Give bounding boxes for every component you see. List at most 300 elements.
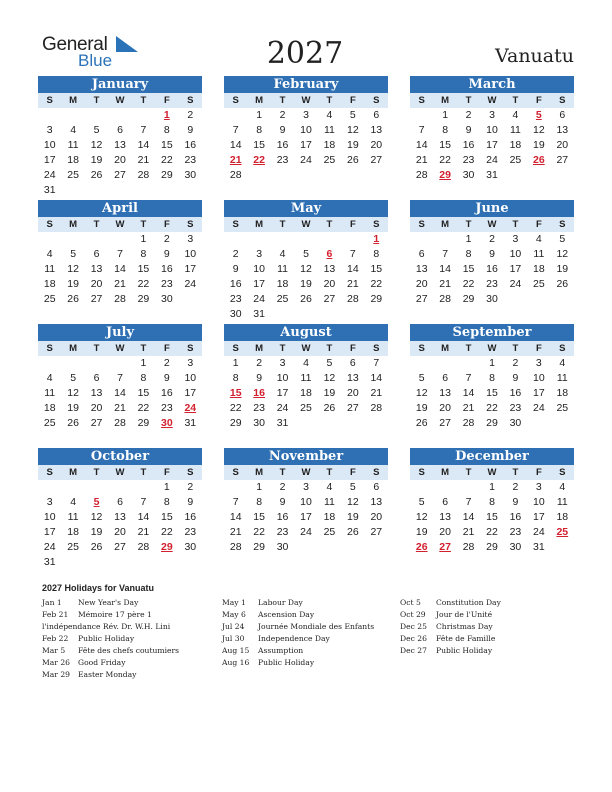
- day-cell: 3: [512, 233, 519, 245]
- day-cell: 1: [256, 481, 263, 493]
- day-cell: 12: [90, 139, 103, 151]
- day-cell: 1: [465, 233, 472, 245]
- day-cell: 25: [67, 169, 79, 181]
- day-cell: 4: [70, 496, 77, 508]
- weekday-label: W: [115, 343, 125, 354]
- weekday-label: T: [93, 467, 100, 478]
- day-cell: 26: [347, 526, 359, 538]
- day-cell: 11: [277, 263, 289, 275]
- holiday-name: Fête des chefs coutumiers: [78, 646, 180, 655]
- day-cell: 9: [163, 372, 170, 384]
- day-cell: 9: [512, 496, 519, 508]
- day-cell: 18: [556, 387, 569, 399]
- day-cell: 29: [462, 293, 475, 305]
- weekday-label: M: [441, 95, 450, 106]
- day-cell: 31: [276, 417, 289, 429]
- day-cell: 13: [439, 387, 451, 399]
- month-september: [410, 324, 574, 431]
- weekday-label: M: [69, 467, 78, 478]
- day-cell: 5: [559, 233, 566, 245]
- empty-cell: [61, 232, 84, 247]
- day-cell: 9: [163, 248, 170, 260]
- day-cell: 28: [462, 541, 475, 553]
- day-cell: 22: [161, 154, 173, 166]
- day-cell: 7: [465, 496, 472, 508]
- day-cell: 10: [43, 139, 56, 151]
- day-cell: 13: [347, 372, 359, 384]
- month-header: September: [410, 324, 574, 341]
- weekday-label: W: [301, 95, 311, 106]
- country-name: Vanuatu: [495, 45, 574, 67]
- day-cell: 3: [303, 481, 309, 493]
- day-cell: 20: [439, 526, 451, 538]
- day-cell: 3: [535, 481, 542, 493]
- day-cell: 17: [509, 263, 522, 275]
- weekday-label: M: [69, 95, 78, 106]
- day-cell: 8: [442, 124, 449, 136]
- day-cell: 8: [489, 496, 495, 508]
- weekday-label: W: [487, 219, 497, 230]
- holiday-date: Mar 26: [42, 658, 71, 667]
- weekday-label: T: [140, 467, 147, 478]
- day-cell: 11: [323, 496, 335, 508]
- empty-cell: [108, 356, 131, 371]
- day-cell: 16: [184, 139, 197, 151]
- empty-cell: [108, 480, 131, 495]
- day-cell: 11: [44, 263, 56, 275]
- day-cell: 7: [373, 357, 380, 369]
- weekday-label: F: [535, 95, 542, 106]
- day-cell: 21: [439, 278, 451, 290]
- day-cell: 13: [323, 263, 336, 275]
- day-grid: [410, 108, 574, 183]
- weekday-row: [224, 93, 388, 108]
- day-cell: 19: [67, 402, 79, 414]
- day-cell: 7: [140, 496, 147, 508]
- holiday-entry: [400, 634, 575, 646]
- holiday-day-cell: 5: [93, 496, 100, 508]
- day-cell: 12: [67, 387, 79, 399]
- day-cell: 31: [184, 417, 197, 429]
- day-cell: 30: [276, 541, 289, 553]
- day-cell: 23: [253, 402, 265, 414]
- day-cell: 17: [43, 154, 56, 166]
- day-cell: 10: [509, 248, 522, 260]
- holiday-date: Jul 30: [222, 634, 245, 643]
- month-header: April: [38, 200, 202, 217]
- weekday-label: S: [232, 219, 239, 230]
- day-cell: 29: [486, 417, 498, 429]
- day-cell: 28: [229, 169, 242, 181]
- day-cell: 19: [533, 139, 545, 151]
- weekday-row: [410, 465, 574, 480]
- day-cell: 14: [229, 139, 242, 151]
- day-cell: 8: [140, 372, 147, 384]
- day-cell: 2: [512, 481, 519, 493]
- day-cell: 24: [533, 402, 545, 414]
- holiday-entry: [400, 598, 575, 610]
- day-cell: 19: [67, 278, 79, 290]
- empty-cell: [85, 232, 108, 247]
- month-header: February: [224, 76, 388, 93]
- day-cell: 22: [137, 278, 150, 290]
- day-cell: 30: [184, 541, 197, 553]
- day-cell: 16: [509, 387, 522, 399]
- day-cell: 25: [323, 526, 336, 538]
- day-cell: 13: [90, 387, 103, 399]
- holiday-date: May 6: [222, 610, 246, 619]
- day-cell: 30: [184, 169, 197, 181]
- day-cell: 27: [90, 417, 103, 429]
- weekday-row: [410, 341, 574, 356]
- day-cell: 6: [373, 109, 380, 121]
- day-cell: 28: [137, 169, 150, 181]
- holiday-name: Public Holiday: [436, 646, 493, 655]
- holiday-date: Jan 1: [42, 598, 62, 607]
- day-cell: 21: [347, 278, 359, 290]
- day-cell: 12: [415, 387, 428, 399]
- holiday-entry: [42, 598, 217, 610]
- holiday-name: Fête de Famille: [436, 634, 496, 643]
- day-cell: 28: [137, 541, 150, 553]
- day-cell: 7: [117, 248, 123, 260]
- day-cell: 17: [300, 511, 312, 523]
- day-cell: 16: [462, 139, 475, 151]
- weekday-label: M: [255, 95, 264, 106]
- day-cell: 14: [114, 387, 126, 399]
- day-cell: 15: [486, 387, 498, 399]
- day-cell: 21: [137, 526, 150, 538]
- weekday-label: S: [418, 95, 425, 106]
- empty-cell: [61, 108, 84, 123]
- day-cell: 23: [509, 402, 522, 414]
- day-cell: 21: [415, 154, 428, 166]
- day-cell: 25: [533, 278, 545, 290]
- day-cell: 9: [232, 263, 239, 275]
- weekday-label: W: [301, 343, 311, 354]
- empty-cell: [108, 232, 131, 247]
- day-cell: 29: [161, 169, 173, 181]
- day-cell: 4: [559, 481, 566, 493]
- day-cell: 9: [187, 496, 194, 508]
- weekday-label: S: [373, 219, 380, 230]
- day-cell: 29: [137, 417, 150, 429]
- day-cell: 2: [256, 357, 263, 369]
- day-cell: 23: [184, 154, 197, 166]
- weekday-label: S: [373, 343, 380, 354]
- day-cell: 12: [533, 124, 545, 136]
- day-cell: 16: [486, 263, 498, 275]
- holiday-day-cell: 15: [229, 387, 242, 399]
- day-cell: 3: [256, 248, 263, 260]
- holiday-date: Oct 5: [400, 598, 421, 607]
- day-cell: 9: [512, 372, 519, 384]
- day-cell: 15: [161, 511, 173, 523]
- day-cell: 19: [300, 278, 312, 290]
- day-cell: 8: [163, 496, 170, 508]
- day-cell: 7: [232, 124, 239, 136]
- day-cell: 29: [137, 293, 150, 305]
- day-cell: 27: [556, 154, 569, 166]
- day-cell: 8: [232, 372, 239, 384]
- day-cell: 2: [232, 248, 239, 260]
- day-cell: 4: [326, 109, 333, 121]
- day-cell: 2: [279, 481, 286, 493]
- day-cell: 1: [163, 481, 170, 493]
- day-cell: 5: [70, 248, 77, 260]
- day-cell: 10: [486, 124, 498, 136]
- day-cell: 16: [509, 511, 522, 523]
- day-cell: 14: [415, 139, 428, 151]
- weekday-row: [410, 93, 574, 108]
- day-cell: 24: [276, 402, 289, 414]
- weekday-label: F: [535, 343, 542, 354]
- weekday-label: M: [255, 219, 264, 230]
- month-august: [224, 324, 388, 431]
- day-cell: 18: [43, 402, 56, 414]
- day-cell: 14: [137, 511, 150, 523]
- holiday-entry: [222, 658, 397, 670]
- day-cell: 21: [462, 402, 475, 414]
- weekday-label: T: [465, 219, 472, 230]
- day-cell: 6: [349, 357, 356, 369]
- holiday-date: Feb 21: [42, 610, 69, 619]
- weekday-label: S: [187, 467, 194, 478]
- weekday-label: S: [373, 467, 380, 478]
- day-cell: 30: [462, 169, 475, 181]
- month-may: [224, 200, 388, 322]
- holiday-entry: [42, 658, 217, 670]
- day-cell: 2: [163, 233, 170, 245]
- weekday-label: S: [46, 95, 53, 106]
- empty-cell: [247, 232, 270, 247]
- weekday-label: F: [535, 219, 542, 230]
- day-cell: 17: [533, 387, 545, 399]
- day-cell: 18: [556, 511, 569, 523]
- day-cell: 5: [70, 372, 77, 384]
- holiday-day-cell: 5: [535, 109, 542, 121]
- holiday-day-cell: 1: [373, 233, 380, 245]
- logo-triangle-icon: [114, 36, 138, 52]
- day-cell: 16: [229, 278, 242, 290]
- weekday-label: S: [232, 95, 239, 106]
- empty-cell: [38, 108, 61, 123]
- day-cell: 13: [370, 496, 383, 508]
- holiday-entry: [400, 610, 575, 622]
- weekday-label: F: [349, 95, 356, 106]
- day-cell: 11: [67, 139, 79, 151]
- month-march: [410, 76, 574, 183]
- weekday-label: S: [46, 343, 53, 354]
- day-cell: 25: [43, 417, 56, 429]
- day-cell: 4: [535, 233, 542, 245]
- holiday-day-cell: 22: [253, 154, 265, 166]
- day-cell: 17: [533, 511, 545, 523]
- day-cell: 20: [114, 154, 126, 166]
- empty-cell: [410, 356, 433, 371]
- day-cell: 31: [253, 308, 265, 320]
- month-header: December: [410, 448, 574, 465]
- day-cell: 19: [347, 139, 359, 151]
- month-header: May: [224, 200, 388, 217]
- day-cell: 13: [439, 511, 451, 523]
- day-cell: 16: [276, 511, 289, 523]
- day-cell: 8: [465, 248, 472, 260]
- weekday-label: F: [163, 219, 170, 230]
- day-cell: 19: [415, 526, 428, 538]
- weekday-label: S: [418, 343, 425, 354]
- day-cell: 26: [90, 541, 103, 553]
- day-cell: 4: [303, 357, 309, 369]
- day-cell: 2: [187, 109, 194, 121]
- weekday-label: F: [163, 95, 170, 106]
- holiday-column: [400, 598, 575, 658]
- weekday-label: T: [279, 467, 286, 478]
- empty-cell: [457, 356, 480, 371]
- holiday-name: Christmas Day: [436, 622, 493, 631]
- empty-cell: [457, 480, 480, 495]
- empty-cell: [224, 480, 247, 495]
- weekday-row: [224, 217, 388, 232]
- day-cell: 10: [300, 124, 312, 136]
- day-cell: 6: [442, 496, 449, 508]
- day-grid: [410, 356, 574, 431]
- day-cell: 4: [46, 248, 53, 260]
- day-cell: 6: [117, 496, 123, 508]
- day-cell: 12: [347, 496, 359, 508]
- day-cell: 19: [556, 263, 569, 275]
- day-cell: 6: [373, 481, 380, 493]
- weekday-label: W: [115, 467, 125, 478]
- day-cell: 12: [347, 124, 359, 136]
- holiday-day-cell: 25: [556, 526, 569, 538]
- weekday-label: T: [465, 95, 472, 106]
- day-cell: 15: [253, 139, 265, 151]
- day-cell: 5: [349, 109, 356, 121]
- month-header: October: [38, 448, 202, 465]
- weekday-label: S: [373, 95, 380, 106]
- weekday-label: T: [140, 219, 147, 230]
- day-cell: 28: [347, 293, 359, 305]
- day-cell: 19: [347, 511, 359, 523]
- day-cell: 24: [253, 293, 265, 305]
- day-cell: 1: [442, 109, 449, 121]
- holiday-date: Aug 16: [222, 658, 250, 667]
- day-cell: 5: [418, 372, 425, 384]
- empty-cell: [85, 356, 108, 371]
- day-cell: 7: [465, 372, 472, 384]
- holiday-name: l'indépendance Rév. Dr. W.H. Lini: [42, 622, 171, 631]
- day-cell: 13: [415, 263, 428, 275]
- weekday-label: T: [512, 343, 519, 354]
- holiday-entry: [42, 646, 217, 658]
- weekday-row: [224, 465, 388, 480]
- weekday-row: [38, 93, 202, 108]
- day-cell: 17: [486, 139, 498, 151]
- day-cell: 4: [512, 109, 519, 121]
- weekday-label: W: [487, 343, 497, 354]
- holiday-day-cell: 29: [161, 541, 173, 553]
- day-cell: 6: [418, 248, 425, 260]
- empty-cell: [38, 480, 61, 495]
- day-cell: 10: [533, 496, 545, 508]
- empty-cell: [433, 356, 456, 371]
- day-cell: 20: [370, 511, 383, 523]
- day-cell: 16: [161, 263, 173, 275]
- weekday-label: T: [512, 95, 519, 106]
- holiday-date: Mar 5: [42, 646, 66, 655]
- day-cell: 27: [90, 293, 103, 305]
- weekday-label: S: [418, 219, 425, 230]
- holiday-name: Public Holiday: [258, 658, 315, 667]
- holiday-name: Easter Monday: [78, 670, 137, 679]
- day-cell: 20: [439, 402, 451, 414]
- day-cell: 23: [161, 278, 173, 290]
- holiday-name: Labour Day: [258, 598, 303, 607]
- day-cell: 26: [323, 402, 336, 414]
- day-cell: 12: [67, 263, 79, 275]
- day-cell: 18: [509, 139, 522, 151]
- day-cell: 11: [300, 372, 312, 384]
- empty-cell: [224, 108, 247, 123]
- day-cell: 13: [114, 511, 126, 523]
- day-cell: 15: [462, 263, 475, 275]
- empty-cell: [108, 108, 131, 123]
- day-cell: 17: [43, 526, 56, 538]
- holiday-entry: [222, 646, 397, 658]
- day-cell: 15: [137, 387, 150, 399]
- weekday-label: F: [163, 467, 170, 478]
- day-cell: 19: [323, 387, 336, 399]
- weekday-label: F: [535, 467, 542, 478]
- day-cell: 7: [140, 124, 147, 136]
- day-cell: 25: [43, 293, 56, 305]
- day-cell: 11: [509, 124, 521, 136]
- month-header: June: [410, 200, 574, 217]
- day-cell: 3: [46, 124, 53, 136]
- day-cell: 13: [370, 124, 383, 136]
- month-june: [410, 200, 574, 307]
- weekday-label: T: [465, 343, 472, 354]
- day-cell: 28: [462, 417, 475, 429]
- weekday-label: W: [301, 219, 311, 230]
- holiday-entry: [42, 634, 217, 646]
- day-cell: 18: [323, 139, 336, 151]
- day-cell: 24: [486, 154, 498, 166]
- weekday-label: W: [115, 219, 125, 230]
- day-cell: 24: [533, 526, 545, 538]
- day-cell: 20: [90, 278, 103, 290]
- day-cell: 7: [232, 496, 239, 508]
- day-cell: 1: [256, 109, 263, 121]
- empty-cell: [85, 480, 108, 495]
- holiday-entry: [400, 622, 575, 634]
- day-cell: 17: [253, 278, 265, 290]
- day-cell: 16: [276, 139, 289, 151]
- day-cell: 6: [93, 248, 100, 260]
- day-cell: 2: [465, 109, 472, 121]
- day-cell: 3: [489, 109, 495, 121]
- empty-cell: [85, 108, 108, 123]
- day-cell: 3: [279, 357, 286, 369]
- empty-cell: [61, 480, 84, 495]
- holiday-name: Constitution Day: [436, 598, 501, 607]
- weekday-label: T: [326, 467, 333, 478]
- day-cell: 25: [300, 402, 312, 414]
- empty-cell: [410, 108, 433, 123]
- day-cell: 25: [509, 154, 522, 166]
- day-cell: 3: [303, 109, 309, 121]
